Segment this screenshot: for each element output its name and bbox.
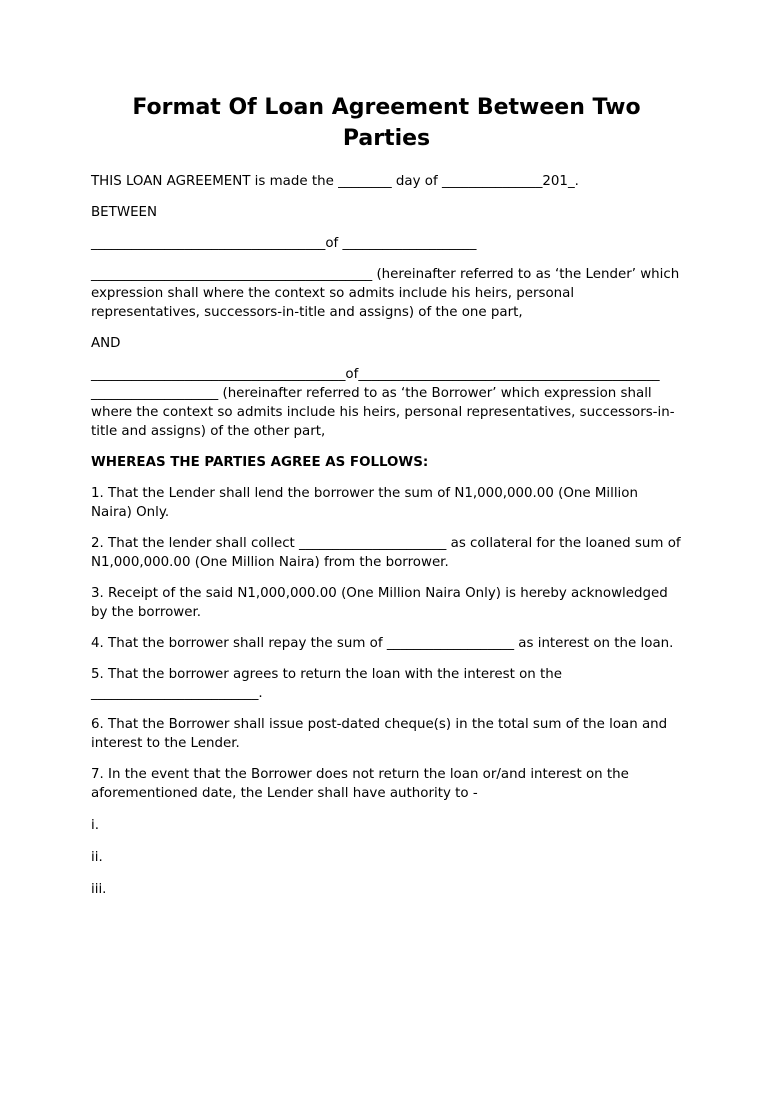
agreement-date-paragraph: THIS LOAN AGREEMENT is made the ________ day of _______________201_. bbox=[91, 174, 579, 189]
document-title bbox=[91, 92, 682, 154]
clause-6: 6. That the Borrower shall issue post-dated cheque(s) in the total sum of the loan and interest to the Lender. bbox=[91, 717, 668, 751]
clause-1: 1. That the Lender shall lend the borrower the sum of N1,000,000.00 (One Million Naira) Only. bbox=[91, 486, 638, 520]
lender-definition-paragraph: __________________________________________ (hereinafter referred to as ‘the Lender’ which expression shall where the context so admits include his heirs, personal representatives, successors-in-title and assigns) of the one part, bbox=[91, 267, 680, 320]
between-heading: BETWEEN bbox=[91, 205, 158, 220]
clause-7: 7. In the event that the Borrower does not return the loan or/and interest on the aforementioned date, the Lender shall have authority to - bbox=[91, 767, 629, 801]
clause-5: 5. That the borrower agrees to return the loan with the interest on the _________________________. bbox=[91, 667, 563, 701]
clause-3: 3. Receipt of the said N1,000,000.00 (One Million Naira Only) is hereby acknowledged by the borrower. bbox=[91, 586, 668, 620]
clause-4: 4. That the borrower shall repay the sum of ___________________ as interest on the loan. bbox=[91, 636, 674, 651]
borrower-definition-paragraph: ______________________________________of_____________________________________________ ___________________ (hereinafter referred to as ‘the Borrower’ which expression shall where the context so admits include his heirs, personal representatives, successors-in-title and assigns) of the other part, bbox=[91, 367, 675, 439]
lender-name-line: ___________________________________of ____________________ bbox=[91, 236, 477, 251]
and-heading: AND bbox=[91, 336, 121, 351]
title-line-2: Parties bbox=[342, 126, 431, 151]
sub-clause-ii: ii. bbox=[91, 850, 103, 865]
sub-clause-iii: iii. bbox=[91, 882, 107, 897]
title-line-1: Format Of Loan Agreement Between Two bbox=[132, 95, 641, 120]
clause-2: 2. That the lender shall collect ______________________ as collateral for the loaned sum of N1,000,000.00 (One Million Naira) from the borrower. bbox=[91, 536, 681, 570]
document-page bbox=[0, 92, 770, 1116]
whereas-heading: WHEREAS THE PARTIES AGREE AS FOLLOWS: bbox=[91, 455, 429, 470]
sub-clause-i: i. bbox=[91, 818, 99, 833]
